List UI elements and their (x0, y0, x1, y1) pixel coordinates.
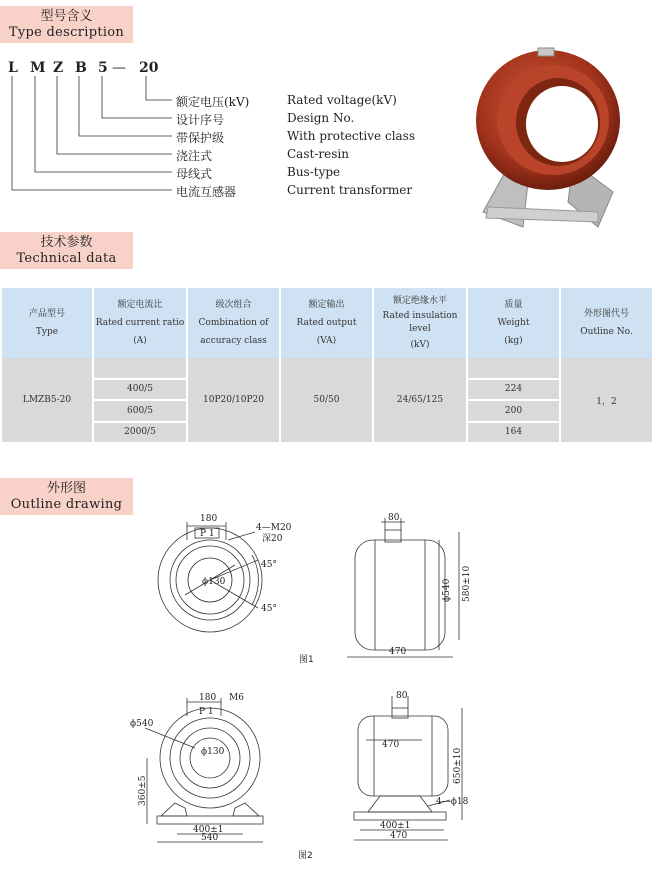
code-dash: — (112, 60, 126, 76)
header-outline: 外形图代号 Outline No. (561, 288, 652, 358)
type-description-title-en: Type description (8, 25, 125, 40)
fig2-front-view (125, 688, 285, 848)
meaning-en-cast: Cast-resin (287, 147, 349, 161)
meaning-en-protective: With protective class (287, 129, 415, 143)
meaning-cn-cast: 浇注式 (176, 149, 213, 163)
fig1-label: 图1 (299, 655, 314, 665)
fig1-depth-label: 深20 (262, 534, 283, 544)
fig2-base-inner: 400±1 (193, 825, 224, 835)
fig2-side-top: 80 (396, 691, 408, 701)
fig2-p1-label: P 1 (199, 707, 214, 717)
fig2-m6-label: M6 (229, 693, 244, 703)
meaning-en-voltage: Rated voltage(kV) (287, 93, 397, 107)
technical-data-table (0, 288, 654, 442)
code-letter-b: B (75, 60, 87, 76)
fig1-side-height: 580±10 (462, 565, 472, 602)
outline-drawing-title-cn: 外形图 (46, 481, 86, 496)
fig2-base-outer: 540 (201, 833, 219, 843)
cell-accuracy: 10P20/10P20 (188, 358, 279, 442)
header-type: 产品型号 Type (2, 288, 92, 358)
cell-type: LMZB5-20 (2, 358, 92, 442)
fig2-side-base-inner: 400±1 (380, 821, 411, 831)
fig2-height: 360±5 (138, 775, 148, 806)
technical-data-header (0, 232, 133, 269)
fig1-front-view (140, 510, 300, 660)
ratio-0 (94, 358, 186, 378)
code-letter-m: M (30, 60, 46, 76)
type-description-title-cn: 型号含义 (40, 9, 93, 24)
table-header-row (2, 288, 652, 358)
cell-outline: 1，2 (561, 358, 652, 442)
outline-drawing-title-en: Outline drawing (10, 497, 123, 512)
cell-ratios (94, 358, 186, 442)
type-description-header (0, 6, 133, 43)
meaning-cn-bus: 母线式 (176, 167, 213, 181)
meaning-cn-voltage: 额定电压(kV) (176, 95, 250, 109)
fig2-side-base-outer: 470 (390, 831, 408, 841)
weight-1: 224 (468, 378, 559, 400)
header-output: 额定输出 Rated output (VA) (281, 288, 372, 358)
cell-insulation: 24/65/125 (374, 358, 466, 442)
header-accuracy: 级次组合 Combination of accuracy class (188, 288, 279, 358)
code-digit-5: 5 (98, 60, 108, 76)
fig2-outer-dia: ϕ540 (130, 719, 154, 729)
table-row (2, 358, 652, 442)
code-letter-z: Z (53, 60, 64, 76)
code-tree-lines (0, 70, 180, 200)
fig1-top-dim: 180 (200, 514, 218, 524)
code-digit-20: 20 (139, 60, 159, 76)
fig1-side-top: 80 (388, 513, 400, 523)
fig2-label: 图2 (298, 851, 313, 861)
fig2-bore-label: ϕ130 (201, 747, 225, 757)
meaning-cn-protective: 带保护级 (176, 131, 225, 145)
outline-drawing-header (0, 478, 133, 515)
code-letter-l: L (8, 60, 18, 76)
meaning-cn-ct: 电流互感器 (176, 185, 237, 199)
fig1-angle-bottom: 45° (261, 604, 277, 614)
product-image (468, 42, 622, 227)
fig2-side-view (340, 688, 500, 848)
fig1-p1-label: P 1 (200, 529, 215, 539)
fig2-top-dim: 180 (199, 693, 217, 703)
cell-weights (468, 358, 559, 442)
meaning-en-bus: Bus-type (287, 165, 341, 179)
weight-3: 164 (468, 421, 559, 443)
technical-data-title-cn: 技术参数 (40, 235, 93, 250)
meaning-cn-design: 设计序号 (176, 113, 225, 127)
header-insulation: 额定绝缘水平 Rated insulation level (kV) (374, 288, 466, 358)
fig1-side-dia: ϕ540 (442, 578, 452, 602)
weight-0 (468, 358, 559, 378)
ratio-2: 600/5 (94, 399, 186, 421)
fig1-thread-label: 4—M20 (256, 523, 292, 533)
fig1-side-width: 470 (389, 647, 407, 657)
meaning-en-ct: Current transformer (287, 183, 413, 197)
fig2-side-height: 650±10 (453, 747, 463, 784)
meaning-en-design: Design No. (287, 111, 355, 125)
ratio-1: 400/5 (94, 378, 186, 400)
header-current-ratio: 额定电流比 Rated current ratio (A) (94, 288, 186, 358)
fig1-side-view (335, 510, 495, 660)
ratio-3: 2000/5 (94, 421, 186, 443)
header-weight: 质量 Weight (kg) (468, 288, 559, 358)
fig1-bore-label: ϕ130 (202, 577, 226, 587)
fig2-side-holes: 4—ϕ18 (436, 797, 469, 807)
weight-2: 200 (468, 399, 559, 421)
fig2-side-inner: 470 (382, 740, 400, 750)
technical-data-title-en: Technical data (16, 251, 117, 266)
fig1-angle-top: 45° (261, 560, 277, 570)
cell-output: 50/50 (281, 358, 372, 442)
